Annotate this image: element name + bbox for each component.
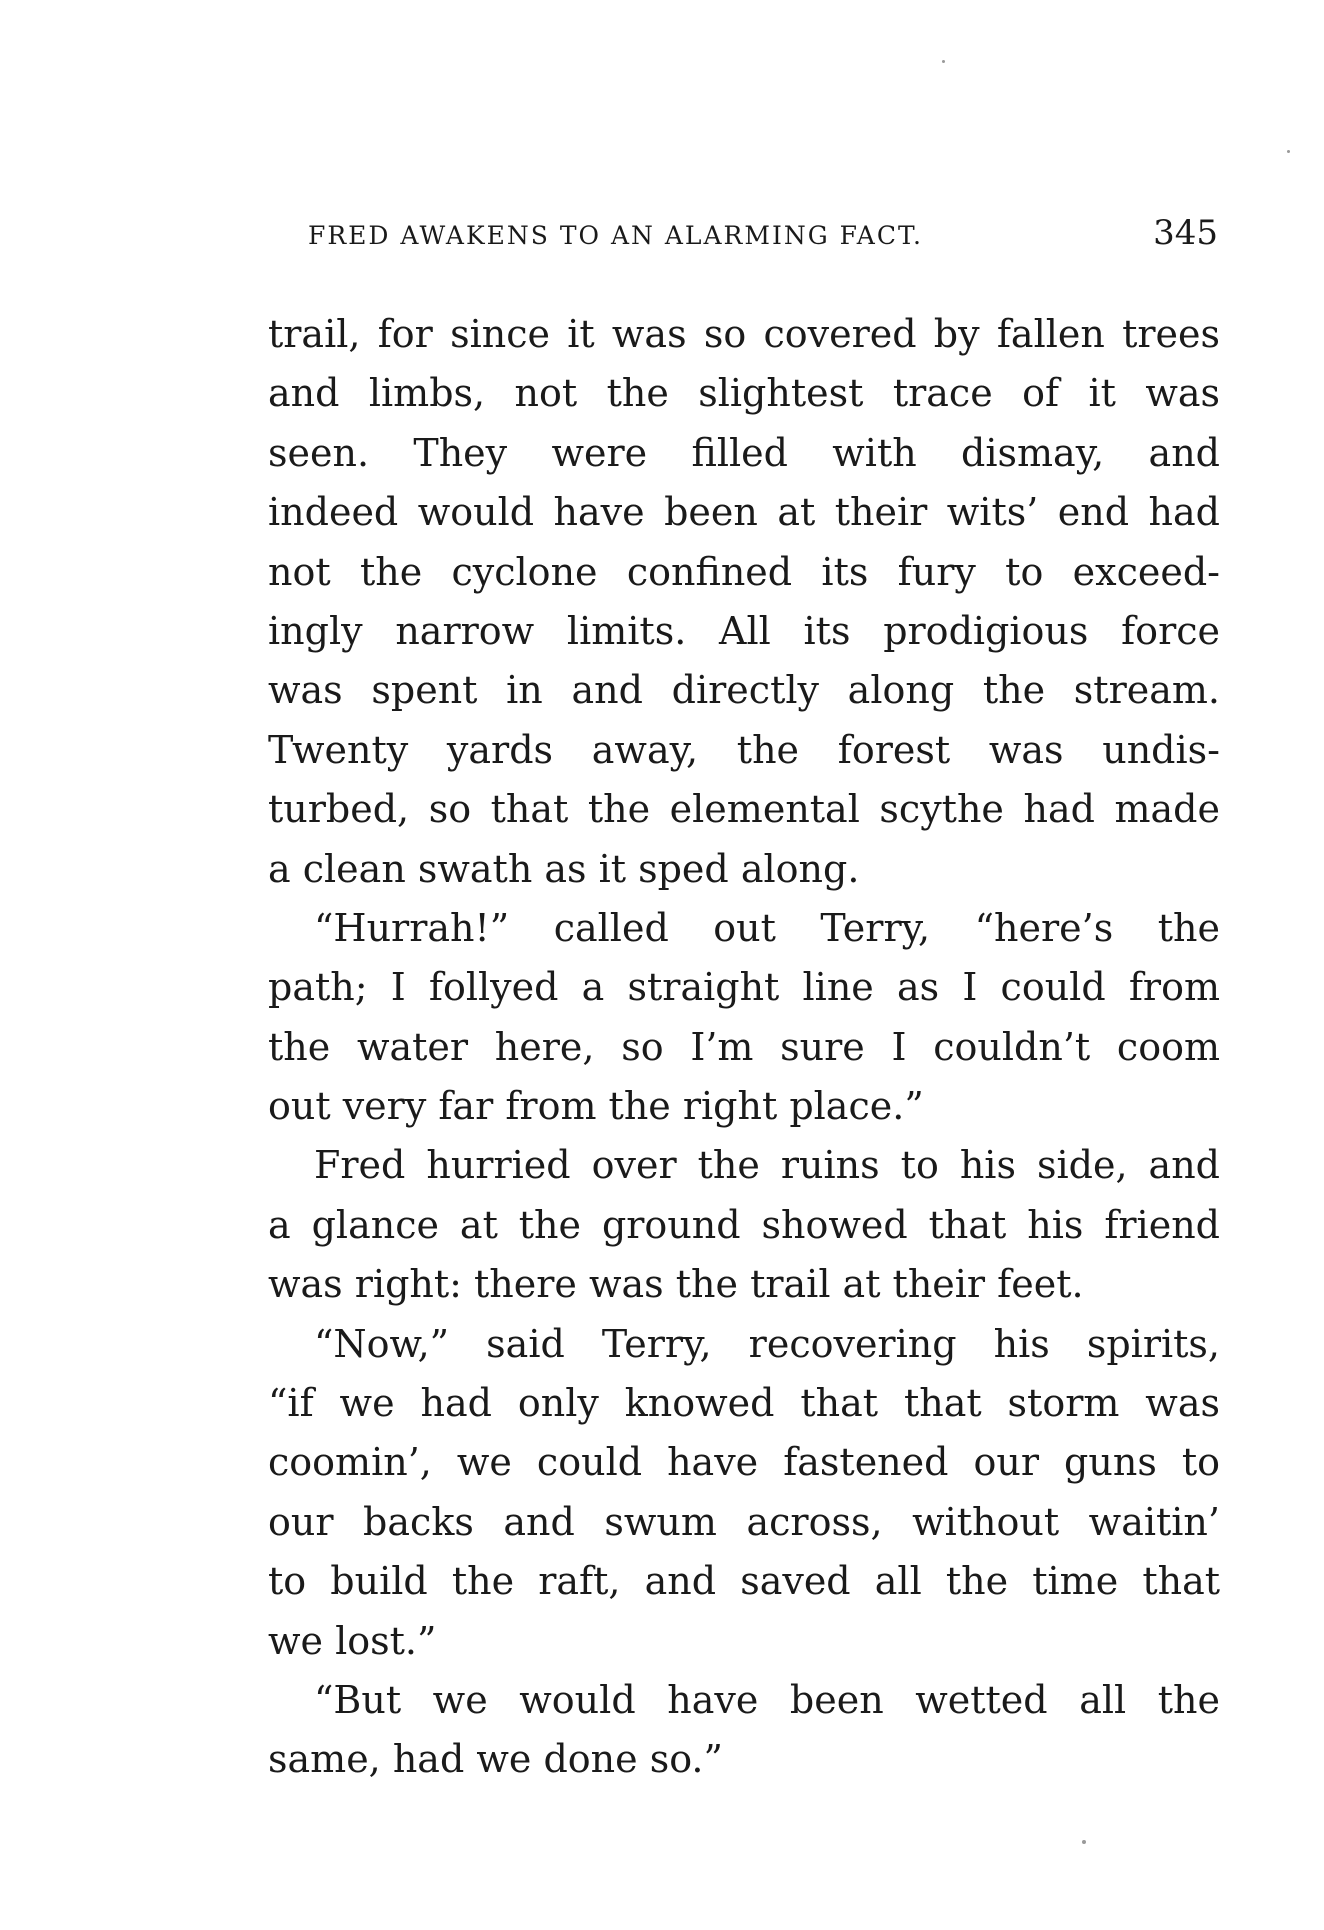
text-line: “if we had only knowed that that storm was [268,1381,1220,1426]
text-line: trail, for since it was so covered by fallen trees [268,312,1220,356]
text-line: “Hurrah!” called out Terry, “here’s the [314,905,1220,950]
text-line: ingly narrow limits. All its prodigious force [268,608,1220,653]
page-number: 345 [1153,213,1218,253]
text-line: our backs and swum across, without waitin’ [268,1499,1220,1544]
text-line: Fred hurried over the ruins to his side, and [314,1143,1220,1188]
text-line: “But we would have been wetted all the [314,1677,1220,1722]
text-line: out very far from the right place.” [268,1084,924,1129]
running-head [308,213,1218,261]
paper-speck [1082,1840,1086,1844]
text-line: was spent in and directly along the stream. [268,668,1220,713]
text-line: not the cyclone confined its fury to exceed- [268,549,1220,594]
text-line: turbed, so that the elemental scythe had made [268,787,1220,832]
paper-speck [942,60,945,63]
text-line: Twenty yards away, the forest was undis- [268,727,1220,772]
text-line: was right: there was the trail at their feet. [268,1262,1084,1307]
text-line: path; I follyed a straight line as I could from [268,965,1220,1010]
body-text [268,305,1220,1790]
text-line: same, had we done so.” [268,1737,723,1782]
text-line: indeed would have been at their wits’ end had [268,490,1220,535]
text-line: we lost.” [268,1618,437,1663]
text-line: to build the raft, and saved all the time that [268,1559,1220,1604]
text-line: a clean swath as it sped along. [268,846,860,891]
text-line: seen. They were filled with dismay, and [268,430,1220,475]
text-line: coomin’, we could have fastened our guns to [268,1440,1220,1485]
running-title: FRED AWAKENS TO AN ALARMING FACT. [308,221,923,250]
text-line: “Now,” said Terry, recovering his spirits, [314,1321,1220,1366]
paper-speck [1287,150,1290,153]
text-line: and limbs, not the slightest trace of it was [268,371,1220,416]
text-line: the water here, so I’m sure I couldn’t coom [268,1024,1220,1069]
text-line: a glance at the ground showed that his friend [268,1202,1220,1247]
